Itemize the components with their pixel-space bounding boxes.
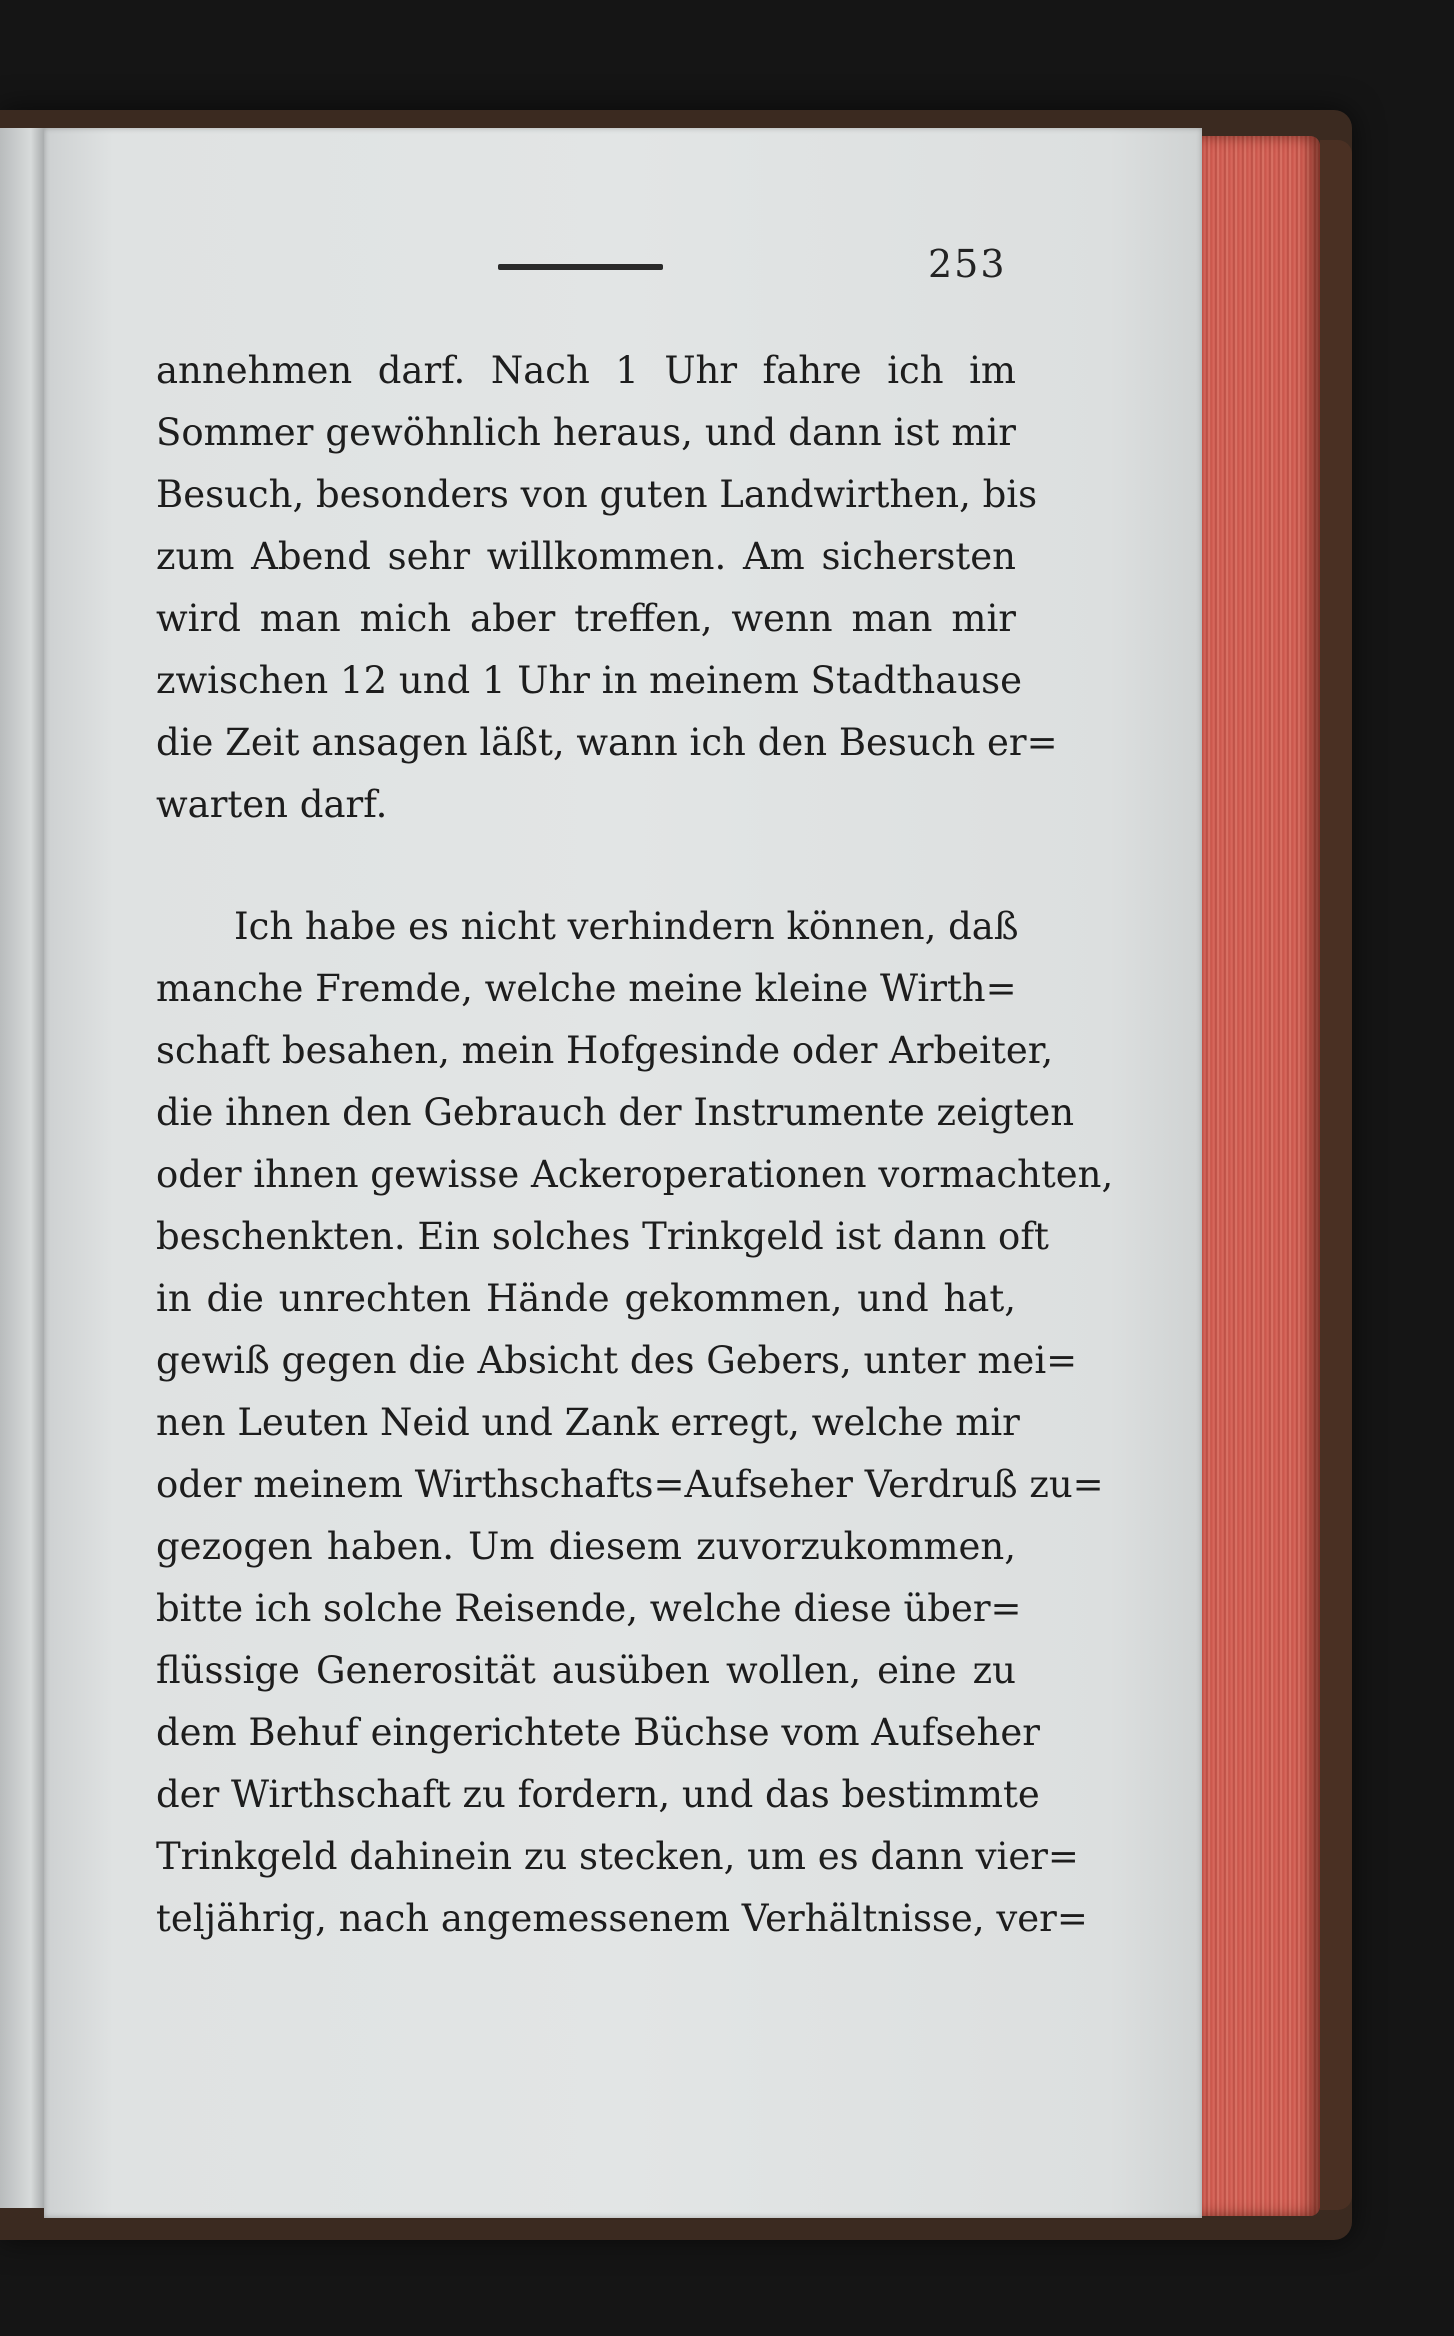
paragraph-1 — [156, 340, 1058, 836]
text-line: manche Fremde, welche meine kleine Wirth= — [156, 967, 1017, 1010]
page-number: 253 — [928, 242, 1007, 286]
text-line: wird man mich aber treffen, wenn man mir — [156, 597, 1016, 640]
text-line: beschenkten. Ein solches Trinkgeld ist dann oft — [156, 1215, 1049, 1258]
text-line: Besuch, besonders von guten Landwirthen, bis — [156, 473, 1038, 516]
text-line: oder meinem Wirthschafts=Aufseher Verdruß zu= — [156, 1463, 1104, 1506]
text-line: oder ihnen gewisse Ackeroperationen vormachten, — [156, 1153, 1114, 1196]
text-line: schaft besahen, mein Hofgesinde oder Arbeiter, — [156, 1029, 1054, 1072]
page-text — [156, 340, 1114, 1950]
facing-page-edge — [0, 128, 46, 2208]
text-line: gewiß gegen die Absicht des Gebers, unter mei= — [156, 1339, 1078, 1382]
text-line: zum Abend sehr willkommen. Am sichersten — [156, 535, 1016, 578]
text-line: Trinkgeld dahinein zu stecken, um es dann vier= — [156, 1835, 1079, 1878]
text-line: dem Behuf eingerichtete Büchse vom Aufseher — [156, 1711, 1040, 1754]
text-line: Sommer gewöhnlich heraus, und dann ist mir — [156, 411, 1016, 454]
paragraph-2 — [156, 896, 1114, 1950]
text-line: teljährig, nach angemessenem Verhältnisse, ver= — [156, 1897, 1088, 1940]
book-board-edge — [1320, 140, 1352, 2210]
text-line: bitte ich solche Reisende, welche diese über= — [156, 1587, 1022, 1630]
text-line: gezogen haben. Um diesem zuvorzukommen, — [156, 1525, 1016, 1568]
text-line: warten darf. — [156, 783, 388, 826]
red-page-edges — [1202, 136, 1320, 2216]
text-line: annehmen darf. Nach 1 Uhr fahre ich im — [156, 349, 1016, 392]
paragraph-gap — [156, 836, 1016, 896]
header-rule — [498, 264, 663, 270]
text-line: in die unrechten Hände gekommen, und hat, — [156, 1277, 1016, 1320]
text-line: der Wirthschaft zu fordern, und das bestimmte — [156, 1773, 1040, 1816]
text-line: flüssige Generosität ausüben wollen, eine zu — [156, 1649, 1016, 1692]
text-line: die ihnen den Gebrauch der Instrumente zeigten — [156, 1091, 1075, 1134]
text-line: die Zeit ansagen läßt, wann ich den Besuch er= — [156, 721, 1058, 764]
text-line: zwischen 12 und 1 Uhr in meinem Stadthause — [156, 659, 1022, 702]
text-line: Ich habe es nicht verhindern können, daß — [234, 905, 1019, 948]
text-line: nen Leuten Neid und Zank erregt, welche mir — [156, 1401, 1020, 1444]
